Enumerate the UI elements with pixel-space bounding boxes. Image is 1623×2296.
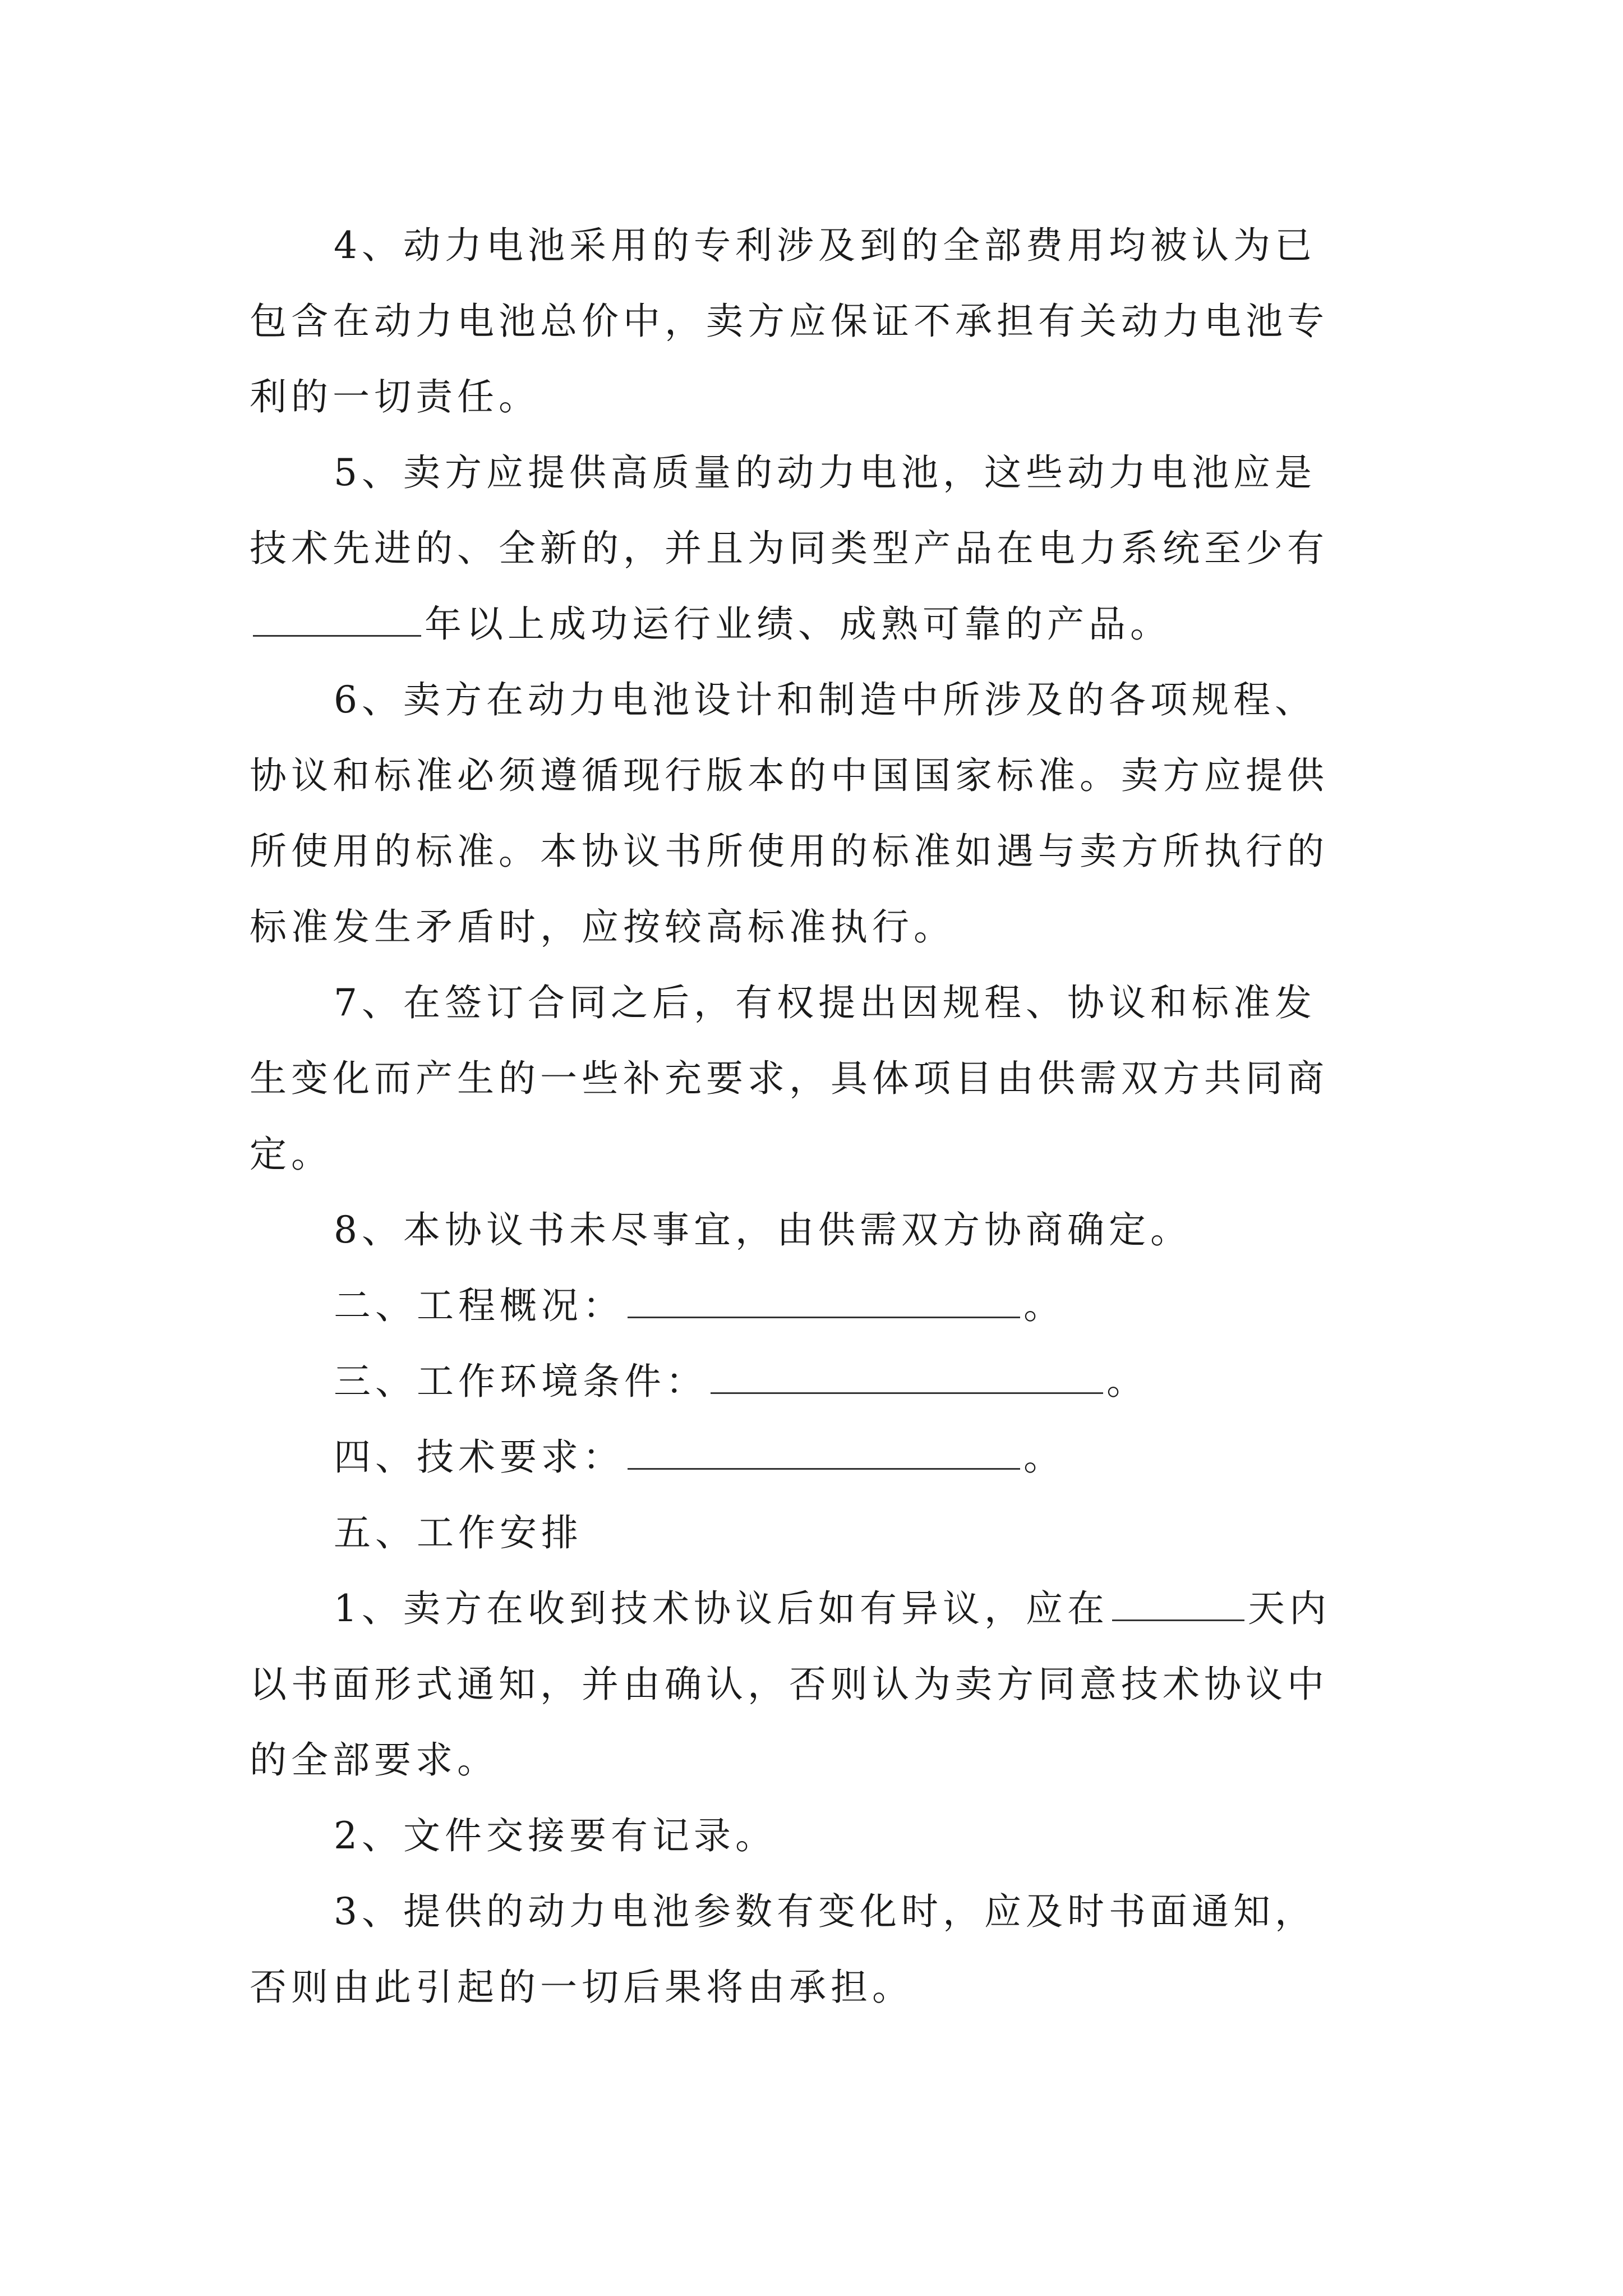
item-1-line-2: 以书面形式通知，并由确认，否则认为卖方同意技术协议中: [250, 1663, 1329, 1706]
environment-blank: [711, 1389, 1103, 1394]
section-4-period: 。: [1023, 1435, 1065, 1479]
item-3-line-1: 3、提供的动力电池参数有变化时，应及时书面通知，: [334, 1890, 1316, 1933]
clause-4-line-3: 利的一切责任。: [250, 375, 540, 418]
item-1-text-a: 1、卖方在收到技术协议后如有异议，应在: [334, 1587, 1109, 1630]
project-overview-blank: [628, 1313, 1020, 1318]
clause-5-line-1: 5、卖方应提供高质量的动力电池，这些动力电池应是: [334, 451, 1316, 494]
clause-6-line-2: 协议和标准必须遵循现行版本的中国国家标准。卖方应提供: [250, 754, 1329, 797]
clause-6-line-1: 6、卖方在动力电池设计和制造中所涉及的各项规程、: [334, 678, 1316, 721]
clause-6-line-3: 所使用的标准。本协议书所使用的标准如遇与卖方所执行的: [250, 830, 1329, 873]
section-5-heading: 五、工作安排: [334, 1511, 583, 1554]
clause-7-line-2: 生变化而产生的一些补充要求，具体项目由供需双方共同商: [250, 1057, 1329, 1100]
section-3-heading: [334, 1360, 1148, 1403]
section-2-label: 二、工程概况：: [334, 1284, 624, 1327]
clause-8-line: 8、本协议书未尽事宜，由供需双方协商确定。: [334, 1208, 1192, 1251]
days-blank: [1112, 1616, 1244, 1621]
clause-5-line-2: 技术先进的、全新的，并且为同类型产品在电力系统至少有: [250, 527, 1329, 570]
item-1-text-b: 天内: [1248, 1587, 1331, 1630]
section-3-label: 三、工作环境条件：: [334, 1360, 707, 1403]
section-2-period: 。: [1023, 1284, 1065, 1327]
item-3-line-2: 否则由此引起的一切后果将由承担。: [250, 1966, 914, 2009]
clause-6-line-4: 标准发生矛盾时，应按较高标准执行。: [250, 905, 955, 949]
item-2-line: 2、文件交接要有记录。: [334, 1814, 777, 1857]
clause-5-line-3: [250, 602, 1172, 646]
clause-7-line-1: 7、在签订合同之后，有权提出因规程、协议和标准发: [334, 981, 1316, 1024]
clause-5-line-3-text: 年以上成功运行业绩、成熟可靠的产品。: [425, 602, 1172, 646]
section-4-label: 四、技术要求：: [334, 1435, 624, 1479]
clause-4-line-2: 包含在动力电池总价中，卖方应保证不承担有关动力电池专: [250, 300, 1329, 343]
clause-7-line-3: 定。: [250, 1133, 333, 1176]
years-blank: [253, 632, 421, 637]
clause-4-line-1: 4、动力电池采用的专利涉及到的全部费用均被认为已: [334, 224, 1316, 267]
item-1-line-3: 的全部要求。: [250, 1738, 499, 1782]
tech-requirements-blank: [628, 1465, 1020, 1470]
item-1-line-1: [334, 1587, 1331, 1630]
section-4-heading: [334, 1435, 1065, 1479]
section-2-heading: [334, 1284, 1065, 1327]
section-3-period: 。: [1106, 1360, 1148, 1403]
